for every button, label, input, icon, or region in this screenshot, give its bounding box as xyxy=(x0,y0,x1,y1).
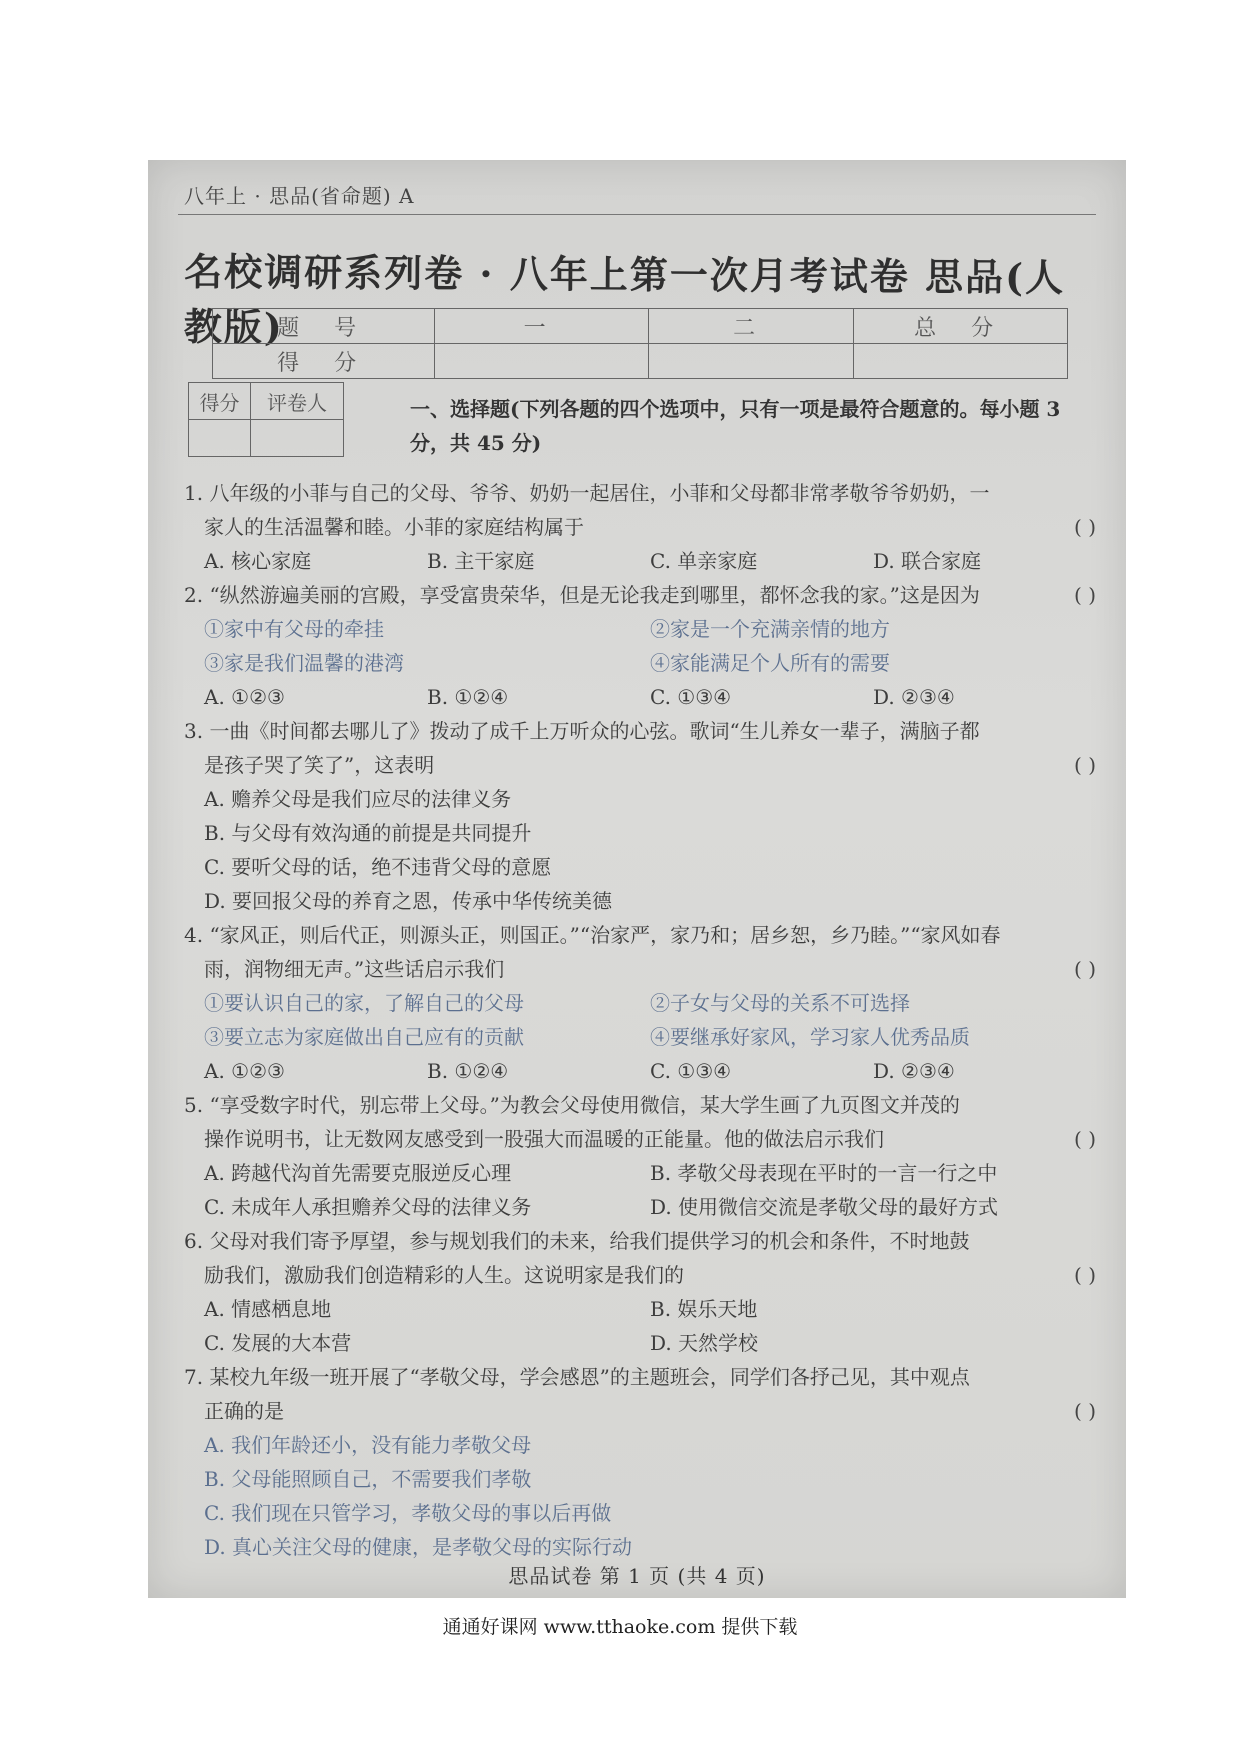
question-2 xyxy=(184,578,1096,714)
option: C. ①③④ xyxy=(650,685,732,709)
statement: ②家是一个充满亲情的地方 xyxy=(650,617,890,641)
question-line: 4. “家风正，则后代正，则源头正，则国正。”“治家严，家乃和；居乡恕，乡乃睦。”“家风如春 xyxy=(184,923,1001,947)
score-table-header-row xyxy=(213,309,1068,344)
options-row xyxy=(184,1054,1096,1088)
question-line: 家人的生活温馨和睦。小菲的家庭结构属于 xyxy=(204,515,584,539)
option: A. 核心家庭 xyxy=(204,549,312,573)
score-cell xyxy=(649,344,854,379)
option: A. 我们年龄还小，没有能力孝敬父母 xyxy=(204,1433,532,1457)
score-cell: 总 分 xyxy=(854,309,1068,344)
question-line: 雨，润物细无声。”这些话启示我们 xyxy=(204,957,505,981)
answer-blank: ( ) xyxy=(1074,1399,1096,1423)
statements-row xyxy=(184,612,1096,646)
option: A. 跨越代沟首先需要克服逆反心理 xyxy=(204,1161,512,1185)
question-1 xyxy=(184,476,1096,578)
score-table-score-row xyxy=(213,344,1068,379)
options-row xyxy=(184,680,1096,714)
options-row xyxy=(184,1326,1096,1360)
option: D. ②③④ xyxy=(873,685,955,709)
answer-blank: ( ) xyxy=(1074,515,1096,539)
paper-series-label: 八年上 · 思品(省命题) A xyxy=(184,184,415,208)
answer-blank: ( ) xyxy=(1074,957,1096,981)
option: D. 真心关注父母的健康，是孝敬父母的实际行动 xyxy=(204,1535,633,1559)
question-line: 3. 一曲《时间都去哪儿了》拨动了成千上万听众的心弦。歌词“生儿养女一辈子，满脑子都 xyxy=(184,719,980,743)
option: B. 与父母有效沟通的前提是共同提升 xyxy=(204,821,532,845)
exam-photo xyxy=(148,160,1126,1598)
grader-score-label: 得分 xyxy=(189,383,251,420)
question-line: 正确的是 xyxy=(204,1399,284,1423)
option: B. 娱乐天地 xyxy=(650,1297,758,1321)
statement: ③家是我们温馨的港湾 xyxy=(204,651,404,675)
option: C. 单亲家庭 xyxy=(650,549,758,573)
exam-title: 名校调研系列卷 · 八年上第一次月考试卷 思品(人教版) xyxy=(183,248,1066,350)
question-line: 2. “纵然游遍美丽的宫殿，享受富贵荣华，但是无论我走到哪里，都怀念我的家。”这是因为 xyxy=(184,583,980,607)
score-table xyxy=(212,308,1068,379)
statement: ②子女与父母的关系不可选择 xyxy=(650,991,910,1015)
score-cell: 二 xyxy=(649,309,854,344)
option: B. 孝敬父母表现在平时的一言一行之中 xyxy=(650,1161,998,1185)
answer-blank: ( ) xyxy=(1074,583,1096,607)
options-row xyxy=(184,1190,1096,1224)
header-divider xyxy=(178,214,1096,215)
statements-row xyxy=(184,1020,1096,1054)
download-source-footer: 通通好课网 www.tthaoke.com 提供下载 xyxy=(442,1616,798,1638)
option: C. 未成年人承担赡养父母的法律义务 xyxy=(204,1195,532,1219)
grader-name-blank xyxy=(251,420,344,457)
question-line: 5. “享受数字时代，别忘带上父母。”为教会父母使用微信，某大学生画了九页图文并茂的 xyxy=(184,1093,960,1117)
answer-blank: ( ) xyxy=(1074,1263,1096,1287)
question-line: 7. 某校九年级一班开展了“孝敬父母，学会感恩”的主题班会，同学们各抒己见，其中观点 xyxy=(184,1365,970,1389)
section-heading: 一、选择题(下列各题的四个选项中，只有一项是最符合题意的。每小题 3 分，共 45 分) xyxy=(410,397,1061,455)
answer-blank: ( ) xyxy=(1074,753,1096,777)
option: B. 父母能照顾自己，不需要我们孝敬 xyxy=(204,1467,532,1491)
question-7 xyxy=(184,1360,1096,1564)
score-cell: 一 xyxy=(435,309,649,344)
option: C. 发展的大本营 xyxy=(204,1331,352,1355)
option: B. ①②④ xyxy=(427,685,509,709)
option: A. 赡养父母是我们应尽的法律义务 xyxy=(204,787,512,811)
option: D. 要回报父母的养育之恩，传承中华传统美德 xyxy=(204,889,613,913)
options-row xyxy=(184,1156,1096,1190)
option: D. 联合家庭 xyxy=(873,549,982,573)
answer-blank: ( ) xyxy=(1074,1127,1096,1151)
question-line: 是孩子哭了笑了”，这表明 xyxy=(204,753,435,777)
statement: ①家中有父母的牵挂 xyxy=(204,617,384,641)
grader-table xyxy=(188,382,344,457)
score-cell xyxy=(435,344,649,379)
option: A. ①②③ xyxy=(204,685,285,709)
statements-row xyxy=(184,986,1096,1020)
question-6 xyxy=(184,1224,1096,1360)
page-number-footer: 思品试卷 第 1 页 (共 4 页) xyxy=(508,1564,766,1588)
statement: ④家能满足个人所有的需要 xyxy=(650,651,890,675)
question-5 xyxy=(184,1088,1096,1224)
question-line: 6. 父母对我们寄予厚望，参与规划我们的未来，给我们提供学习的机会和条件，不时地鼓 xyxy=(184,1229,970,1253)
option: B. ①②④ xyxy=(427,1059,509,1083)
statement: ④要继承好家风，学习家人优秀品质 xyxy=(650,1025,970,1049)
option: A. ①②③ xyxy=(204,1059,285,1083)
grader-name-label: 评卷人 xyxy=(251,383,344,420)
option: C. 我们现在只管学习，孝敬父母的事以后再做 xyxy=(204,1501,612,1525)
option: D. ②③④ xyxy=(873,1059,955,1083)
score-cell xyxy=(854,344,1068,379)
statement: ①要认识自己的家，了解自己的父母 xyxy=(204,991,524,1015)
question-4 xyxy=(184,918,1096,1088)
statement: ③要立志为家庭做出自己应有的贡献 xyxy=(204,1025,524,1049)
options-row xyxy=(184,1292,1096,1326)
option: C. 要听父母的话，绝不违背父母的意愿 xyxy=(204,855,552,879)
grader-score-blank xyxy=(189,420,251,457)
option: D. 天然学校 xyxy=(650,1331,759,1355)
score-cell: 得 分 xyxy=(213,344,435,379)
option: A. 情感栖息地 xyxy=(204,1297,332,1321)
option: B. 主干家庭 xyxy=(427,549,535,573)
question-line: 操作说明书，让无数网友感受到一股强大而温暖的正能量。他的做法启示我们 xyxy=(204,1127,884,1151)
option: D. 使用微信交流是孝敬父母的最好方式 xyxy=(650,1195,999,1219)
question-line: 励我们，激励我们创造精彩的人生。这说明家是我们的 xyxy=(204,1263,684,1287)
statements-row xyxy=(184,646,1096,680)
question-3 xyxy=(184,714,1096,918)
options-row xyxy=(184,544,1096,578)
score-cell: 题 号 xyxy=(213,309,435,344)
question-line: 1. 八年级的小菲与自己的父母、爷爷、奶奶一起居住，小菲和父母都非常孝敬爷爷奶奶，一 xyxy=(184,481,990,505)
option: C. ①③④ xyxy=(650,1059,732,1083)
